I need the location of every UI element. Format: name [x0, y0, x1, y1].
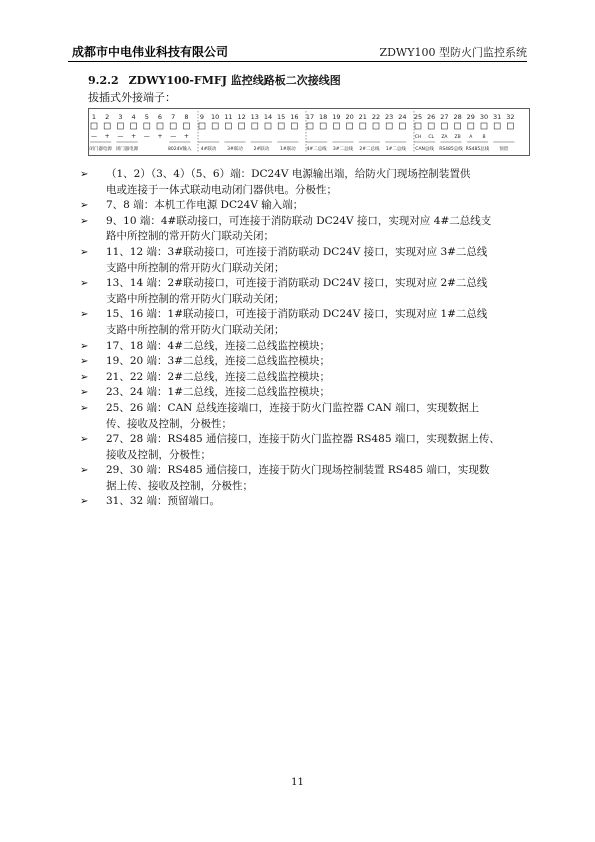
list-item-text: 支路中所控制的常开防火门联动关闭；: [106, 292, 285, 305]
group-label: RS485总线: [439, 147, 463, 152]
pin-number: 12: [237, 113, 246, 121]
list-item-text: 17、18 端：4#二总线，连接二总线监控模块；: [106, 339, 331, 352]
group-label: 8024V输入: [168, 147, 192, 152]
list-item: [80, 385, 540, 401]
signal-mark: CH: [414, 135, 422, 140]
terminal-slot: [333, 123, 339, 129]
group-label: RS485总线: [465, 147, 490, 152]
list-item-text: 21、22 端：2#二总线，连接二总线监控模块；: [106, 370, 331, 383]
terminal-slot: [468, 123, 474, 129]
pin-number: 4: [131, 113, 136, 121]
list-item-text: 13、14 端：2#联动接口，可连接于消防联动 DC24V 接口，实现对应 2#二总线: [106, 277, 488, 290]
pin-number: 15: [277, 113, 286, 121]
pin-number: 20: [345, 113, 354, 121]
pin-number: 28: [453, 113, 462, 121]
pin-number: 13: [250, 113, 259, 121]
terminal-slot: [494, 123, 500, 129]
terminal-slot: [144, 123, 150, 129]
pin-number: 1: [91, 113, 97, 121]
pin-number: 16: [290, 113, 299, 121]
pin-number: 29: [466, 113, 475, 121]
polarity-mark: +: [157, 133, 163, 140]
terminal-slot: [265, 123, 271, 129]
signal-mark: CL: [428, 135, 435, 140]
list-item: [80, 432, 540, 463]
bullet-arrow-icon: ➢: [80, 434, 89, 446]
pin-number: 9: [199, 113, 205, 121]
signal-mark: ZA: [441, 135, 448, 140]
bullet-arrow-icon: ➢: [80, 387, 89, 399]
list-item-text: 23、24 端：1#二总线，连接二总线监控模块；: [106, 386, 331, 399]
terminal-slot: [360, 123, 366, 129]
list-item: [80, 214, 540, 245]
list-item-text: 11、12 端：3#联动接口，可连接于消防联动 DC24V 接口，实现对应 3#二总线: [106, 245, 488, 258]
pin-number: 5: [144, 113, 149, 121]
terminal-slot: [252, 123, 258, 129]
pin-number: 7: [171, 113, 176, 121]
group-label: 3#二总线: [332, 147, 354, 152]
pin-number: 21: [358, 113, 367, 121]
list-item-text: 传、接收及控制，分极性；: [106, 417, 232, 430]
group-label: 3#联动: [227, 147, 243, 152]
terminal-slot: [507, 123, 513, 129]
list-item: [80, 354, 540, 370]
list-item: [80, 167, 540, 198]
bullet-arrow-icon: ➢: [80, 200, 89, 212]
pin-number: 11: [224, 113, 233, 121]
group-label: 2#联动: [253, 147, 270, 152]
polarity-mark: —: [91, 133, 97, 140]
group-label: 1#二总线: [385, 147, 406, 152]
list-item: [80, 494, 540, 510]
pin-number: 10: [211, 113, 220, 121]
bullet-arrow-icon: ➢: [80, 278, 89, 290]
polarity-mark: —: [143, 133, 150, 140]
list-item-text: 9、10 端：4#联动接口，可连接于消防联动 DC24V 接口，实现对应 4#二总线支: [106, 214, 492, 227]
terminal-slot: [441, 123, 447, 129]
pin-number: 17: [305, 113, 315, 121]
list-item-text: 电或连接于一体式联动电动闭门器供电。分极性；: [106, 183, 337, 196]
terminal-slot: [347, 123, 353, 129]
header-rule: [68, 61, 527, 62]
pin-number: 30: [479, 113, 489, 121]
pin-number: 2: [105, 113, 110, 121]
group-label: 预留: [499, 147, 509, 152]
page-number: 11: [291, 777, 304, 788]
list-item: [80, 198, 540, 214]
pin-number: 18: [319, 113, 328, 121]
group-label: 闭门器电源: [115, 147, 139, 152]
terminal-slot: [278, 123, 284, 129]
pin-number: 26: [427, 113, 436, 121]
terminal-slot: [373, 123, 379, 129]
terminal-slot: [117, 123, 123, 129]
pin-number: 25: [413, 113, 423, 121]
document-title: ZDWY100 型防火门监控系统: [379, 46, 527, 59]
terminal-slot: [428, 123, 434, 129]
terminal-slot: [239, 123, 245, 129]
company-name: 成都市中电伟业科技有限公司: [72, 45, 229, 59]
signal-mark: A: [469, 135, 473, 140]
bullet-arrow-icon: ➢: [80, 169, 89, 180]
list-item-text: 19、20 端：3#二总线，连接二总线监控模块；: [106, 355, 331, 368]
pin-number: 6: [157, 113, 163, 121]
terminal-slot: [481, 123, 487, 129]
list-item: [80, 276, 540, 307]
polarity-mark: —: [117, 133, 124, 140]
list-item-text: 支路中所控制的常开防火门联动关闭；: [106, 323, 285, 336]
bullet-arrow-icon: ➢: [80, 496, 89, 508]
list-item-text: 27、28 端：RS485 通信接口，连接于防火门监控器 RS485 端口，实现数据上传、: [106, 433, 500, 446]
polarity-mark: +: [131, 133, 137, 140]
terminal-slot: [455, 123, 461, 129]
terminal-slot: [157, 123, 163, 129]
pin-number: 3: [118, 113, 123, 121]
list-item-text: 15、16 端：1#联动接口，可连接于消防联动 DC24V 接口，实现对应 1#二总线: [106, 308, 488, 321]
terminal-slot: [91, 123, 97, 129]
terminal-slot: [131, 123, 137, 129]
group-label: 闭门器电源: [89, 147, 112, 152]
bullet-arrow-icon: ➢: [80, 309, 89, 321]
list-item-text: 支路中所控制的常开防火门联动关闭；: [106, 261, 285, 274]
list-item: [80, 245, 540, 276]
list-item-text: 接收及控制，分极性；: [106, 448, 211, 461]
list-item-text: 25、26 端：CAN 总线连接端口，连接于防火门监控器 CAN 端口，实现数据上: [106, 401, 480, 414]
list-item-text: 29、30 端：RS485 通信接口，连接于防火门现场控制装置 RS485 端口，实现数: [106, 464, 490, 477]
polarity-mark: —: [170, 133, 177, 140]
pin-number: 27: [440, 113, 449, 121]
terminal-slot: [170, 123, 176, 129]
pin-number: 31: [493, 113, 502, 121]
list-item-text: 据上传、接收及控制，分极性；: [106, 479, 253, 492]
terminal-slot: [291, 123, 297, 129]
terminal-slot: [212, 123, 218, 129]
pin-number: 23: [385, 113, 394, 121]
bullet-arrow-icon: ➢: [80, 246, 89, 258]
terminal-block-diagram: [88, 108, 530, 156]
polarity-mark: +: [183, 133, 189, 140]
list-item: [80, 463, 540, 494]
terminal-description-list: [80, 167, 540, 510]
section-title: ZDWY100-FMFJ 监控线路板二次接线图: [128, 74, 341, 87]
terminal-slot: [386, 123, 392, 129]
section-heading: [88, 72, 341, 88]
pin-number: 24: [398, 113, 407, 121]
polarity-mark: +: [104, 133, 110, 140]
group-label: 4#二总线: [306, 147, 327, 152]
group-label: 4#联动: [200, 147, 217, 152]
list-item-text: （1、2）（3、4）（5、6）端：DC24V 电源输出端，给防火门现场控制装置供: [106, 168, 471, 180]
bullet-arrow-icon: ➢: [80, 402, 89, 414]
group-label: CAN总线: [415, 147, 434, 152]
bullet-arrow-icon: ➢: [80, 340, 89, 352]
list-item-text: 7、8 端：本机工作电源 DC24V 输入端；: [106, 199, 304, 212]
terminal-slot: [225, 123, 231, 129]
terminal-slot: [399, 123, 405, 129]
list-item-text: 路中所控制的常开防火门联动关闭；: [106, 230, 274, 243]
section-subtitle: 拔插式外接端子：: [88, 91, 176, 104]
section-number: 9.2.2: [88, 74, 119, 87]
pin-number: 14: [263, 113, 273, 121]
list-item: [80, 370, 540, 386]
terminal-slot: [104, 123, 110, 129]
terminal-slot: [307, 123, 313, 129]
list-item-text: 31、32 端：预留端口。: [106, 495, 221, 508]
bullet-arrow-icon: ➢: [80, 371, 89, 383]
pin-number: 19: [332, 113, 341, 121]
bullet-arrow-icon: ➢: [80, 356, 89, 368]
pin-number: 8: [184, 113, 189, 121]
signal-mark: B: [482, 135, 486, 140]
group-label: 1#联动: [279, 147, 296, 152]
terminal-slot: [320, 123, 326, 129]
bullet-arrow-icon: ➢: [80, 465, 89, 477]
signal-mark: ZB: [454, 135, 461, 140]
list-item: [80, 401, 540, 432]
terminal-slot: [415, 123, 421, 129]
terminal-slot: [199, 123, 205, 129]
bullet-arrow-icon: ➢: [80, 215, 89, 227]
terminal-slot: [183, 123, 189, 129]
group-label: 2#二总线: [359, 147, 380, 152]
pin-number: 32: [506, 113, 515, 121]
list-item: [80, 339, 540, 355]
list-item: [80, 307, 540, 338]
pin-number: 22: [371, 113, 381, 121]
